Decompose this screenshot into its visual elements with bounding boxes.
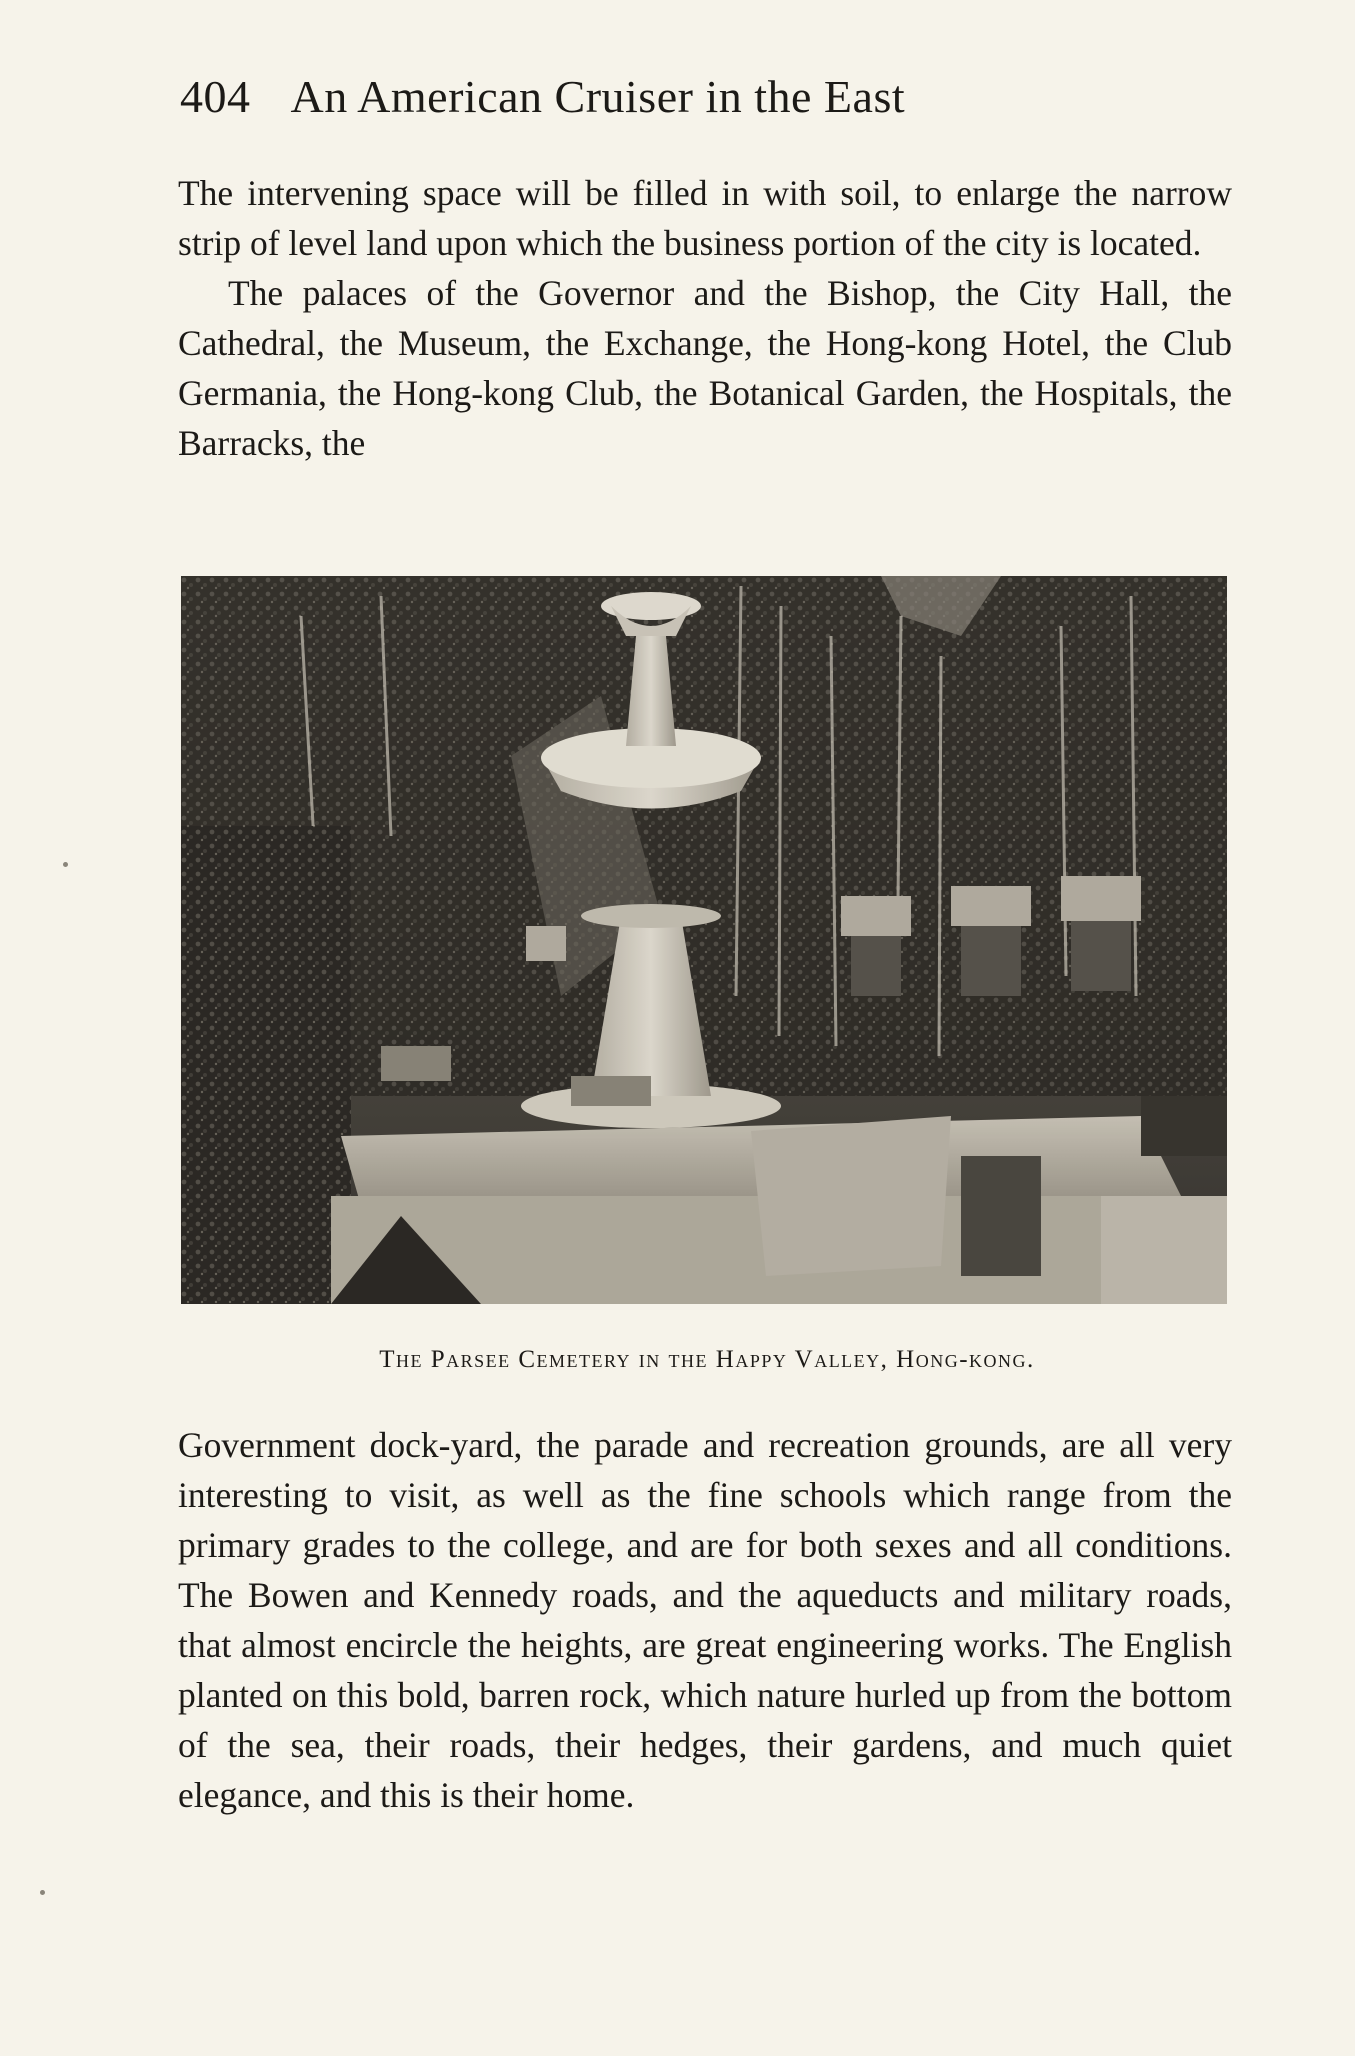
paper-speck: [40, 1890, 45, 1895]
paper-speck: [63, 862, 68, 867]
running-header: [180, 70, 1240, 140]
body-text-bottom: [178, 1420, 1232, 1820]
paragraph: The intervening space will be filled in with soil, to enlarge the narrow strip of level land upon which the business portion of the city is located.: [178, 173, 1232, 263]
halftone-photo: [181, 576, 1227, 1304]
paragraph: The palaces of the Governor and the Bishop, the City Hall, the Cathedral, the Museum, the Exchange, the Hong-kong Hotel, the Club Germania, the Hong-kong Club, the Botanical Garden, the Hospitals, the Barracks, the: [178, 273, 1232, 463]
running-title: An American Cruiser in the East: [290, 71, 906, 122]
page-number: 404: [180, 71, 251, 122]
photograph-parsee-cemetery: [181, 576, 1227, 1304]
paragraph: Government dock-yard, the parade and recreation grounds, are all very interesting to visit, as well as the fine schools which range from the primary grades to the college, and are for both sexes and all conditions. The Bowen and Kennedy roads, and the aqueducts and military roads, that almost encircle the heights, are great engineering works. The English planted on this bold, barren rock, which nature hurled up from the bottom of the sea, their roads, their hedges, their gardens, and much quiet elegance, and this is their home.: [178, 1425, 1232, 1815]
figure-caption: The Parsee Cemetery in the Happy Valley, Hong-kong.: [379, 1346, 1035, 1373]
body-text-top: [178, 168, 1232, 468]
